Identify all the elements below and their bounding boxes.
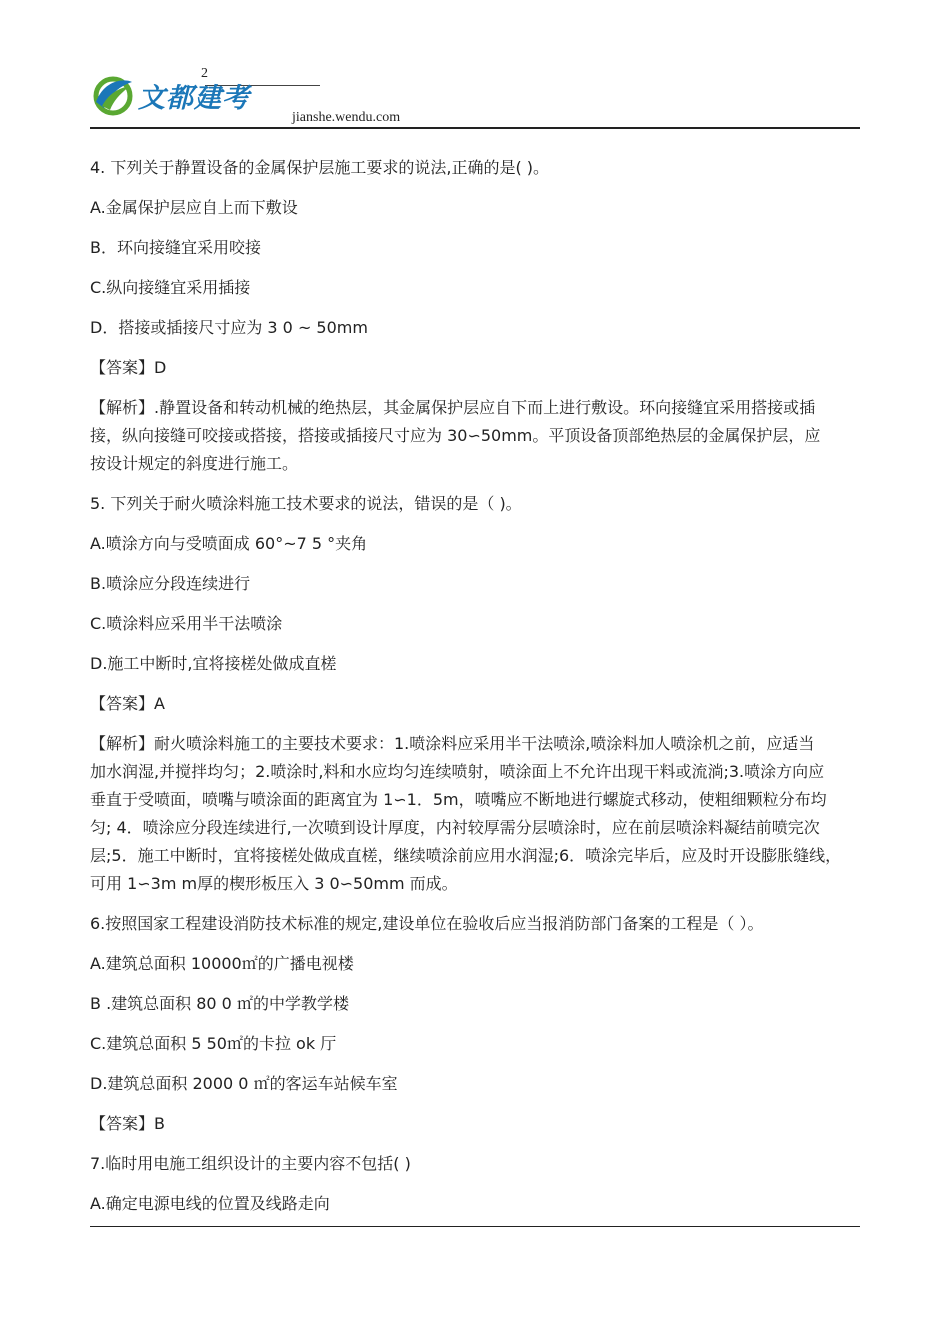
logo-text: 文都建考: [138, 82, 250, 114]
q4-analysis-line: 按设计规定的斜度进行施工。: [90, 454, 299, 473]
q7-option-a: A.确定电源电线的位置及线路走向: [90, 1194, 330, 1213]
q4-answer: 【答案】D: [90, 358, 167, 377]
q5-analysis-line: 可用 1∽3m m厚的楔形板压入 3 0∽50mm 而成。: [90, 874, 458, 893]
footer-rule: [90, 1226, 860, 1227]
q6-option-a: A.建筑总面积 10000㎡的广播电视楼: [90, 954, 354, 973]
q4-option-d: D．搭接或插接尺寸应为 3 0 ~ 50mm: [90, 318, 368, 337]
header-rule: [90, 127, 860, 129]
q4-analysis: [90, 394, 862, 478]
q4-analysis-line: 【解析】.静置设备和转动机械的绝热层，其金属保护层应自下而上进行敷设。环向接缝宜采用搭接或插: [90, 398, 816, 417]
q5-analysis-line: 匀; 4．喷涂应分段连续进行,一次喷到设计厚度，内衬较厚需分层喷涂时，应在前层喷涂料凝结前喷完次: [90, 818, 820, 837]
q4-option-c: C.纵向接缝宜采用插接: [90, 278, 251, 297]
document-body: [90, 154, 862, 1230]
site-url: jianshe.wendu.com: [292, 110, 401, 125]
q5-analysis-line: 层;5．施工中断时，宜将接槎处做成直槎，继续喷涂前应用水润湿;6．喷涂完毕后，应及时开设膨胀缝线，: [90, 846, 842, 865]
logo: [90, 72, 250, 118]
q7-question: 7.临时用电施工组织设计的主要内容不包括( ): [90, 1154, 411, 1173]
q5-option-c: C.喷涂料应采用半干法喷涂: [90, 614, 283, 633]
q4-analysis-line: 接，纵向接缝可咬接或搭接，搭接或插接尺寸应为 30∽50mm。平顶设备顶部绝热层的金属保护层，应: [90, 426, 821, 445]
q5-option-a: A.喷涂方向与受喷面成 60°~7 5 °夹角: [90, 534, 368, 553]
q5-question: 5. 下列关于耐火喷涂料施工技术要求的说法，错误的是（ )。: [90, 494, 522, 513]
q6-answer: 【答案】B: [90, 1114, 165, 1133]
q6-question: 6.按照国家工程建设消防技术标准的规定,建设单位在验收后应当报消防部门备案的工程是（ ）。: [90, 914, 764, 933]
q4-option-b: B．环向接缝宜采用咬接: [90, 238, 261, 257]
q4-option-a: A.金属保护层应自上而下敷设: [90, 198, 298, 217]
q6-option-b: B .建筑总面积 80 0 ㎡的中学教学楼: [90, 994, 349, 1013]
page-number: 2: [201, 66, 208, 81]
q5-analysis: [90, 730, 862, 898]
q5-analysis-line: 加水润湿,并搅拌均匀；2.喷涂时,料和水应均匀连续喷射，喷涂面上不允许出现干料或流淌;3.喷涂方向应: [90, 762, 825, 781]
logo-leaf-icon: [90, 72, 136, 118]
q6-option-d: D.建筑总面积 2000 0 ㎡的客运车站候车室: [90, 1074, 398, 1093]
q5-option-b: B.喷涂应分段连续进行: [90, 574, 251, 593]
q5-answer: 【答案】A: [90, 694, 165, 713]
q5-analysis-line: 垂直于受喷面，喷嘴与喷涂面的距离宜为 1∽1．5m，喷嘴应不断地进行螺旋式移动，使粗细颗粒分布均: [90, 790, 827, 809]
q6-option-c: C.建筑总面积 5 50㎡的卡拉 ok 厅: [90, 1034, 337, 1053]
q4-question: 4. 下列关于静置设备的金属保护层施工要求的说法,正确的是( )。: [90, 158, 550, 177]
q5-analysis-line: 【解析】耐火喷涂料施工的主要技术要求：1.喷涂料应采用半干法喷涂,喷涂料加人喷涂机之前，应适当: [90, 734, 815, 753]
q5-option-d: D.施工中断时,宜将接槎处做成直槎: [90, 654, 337, 673]
